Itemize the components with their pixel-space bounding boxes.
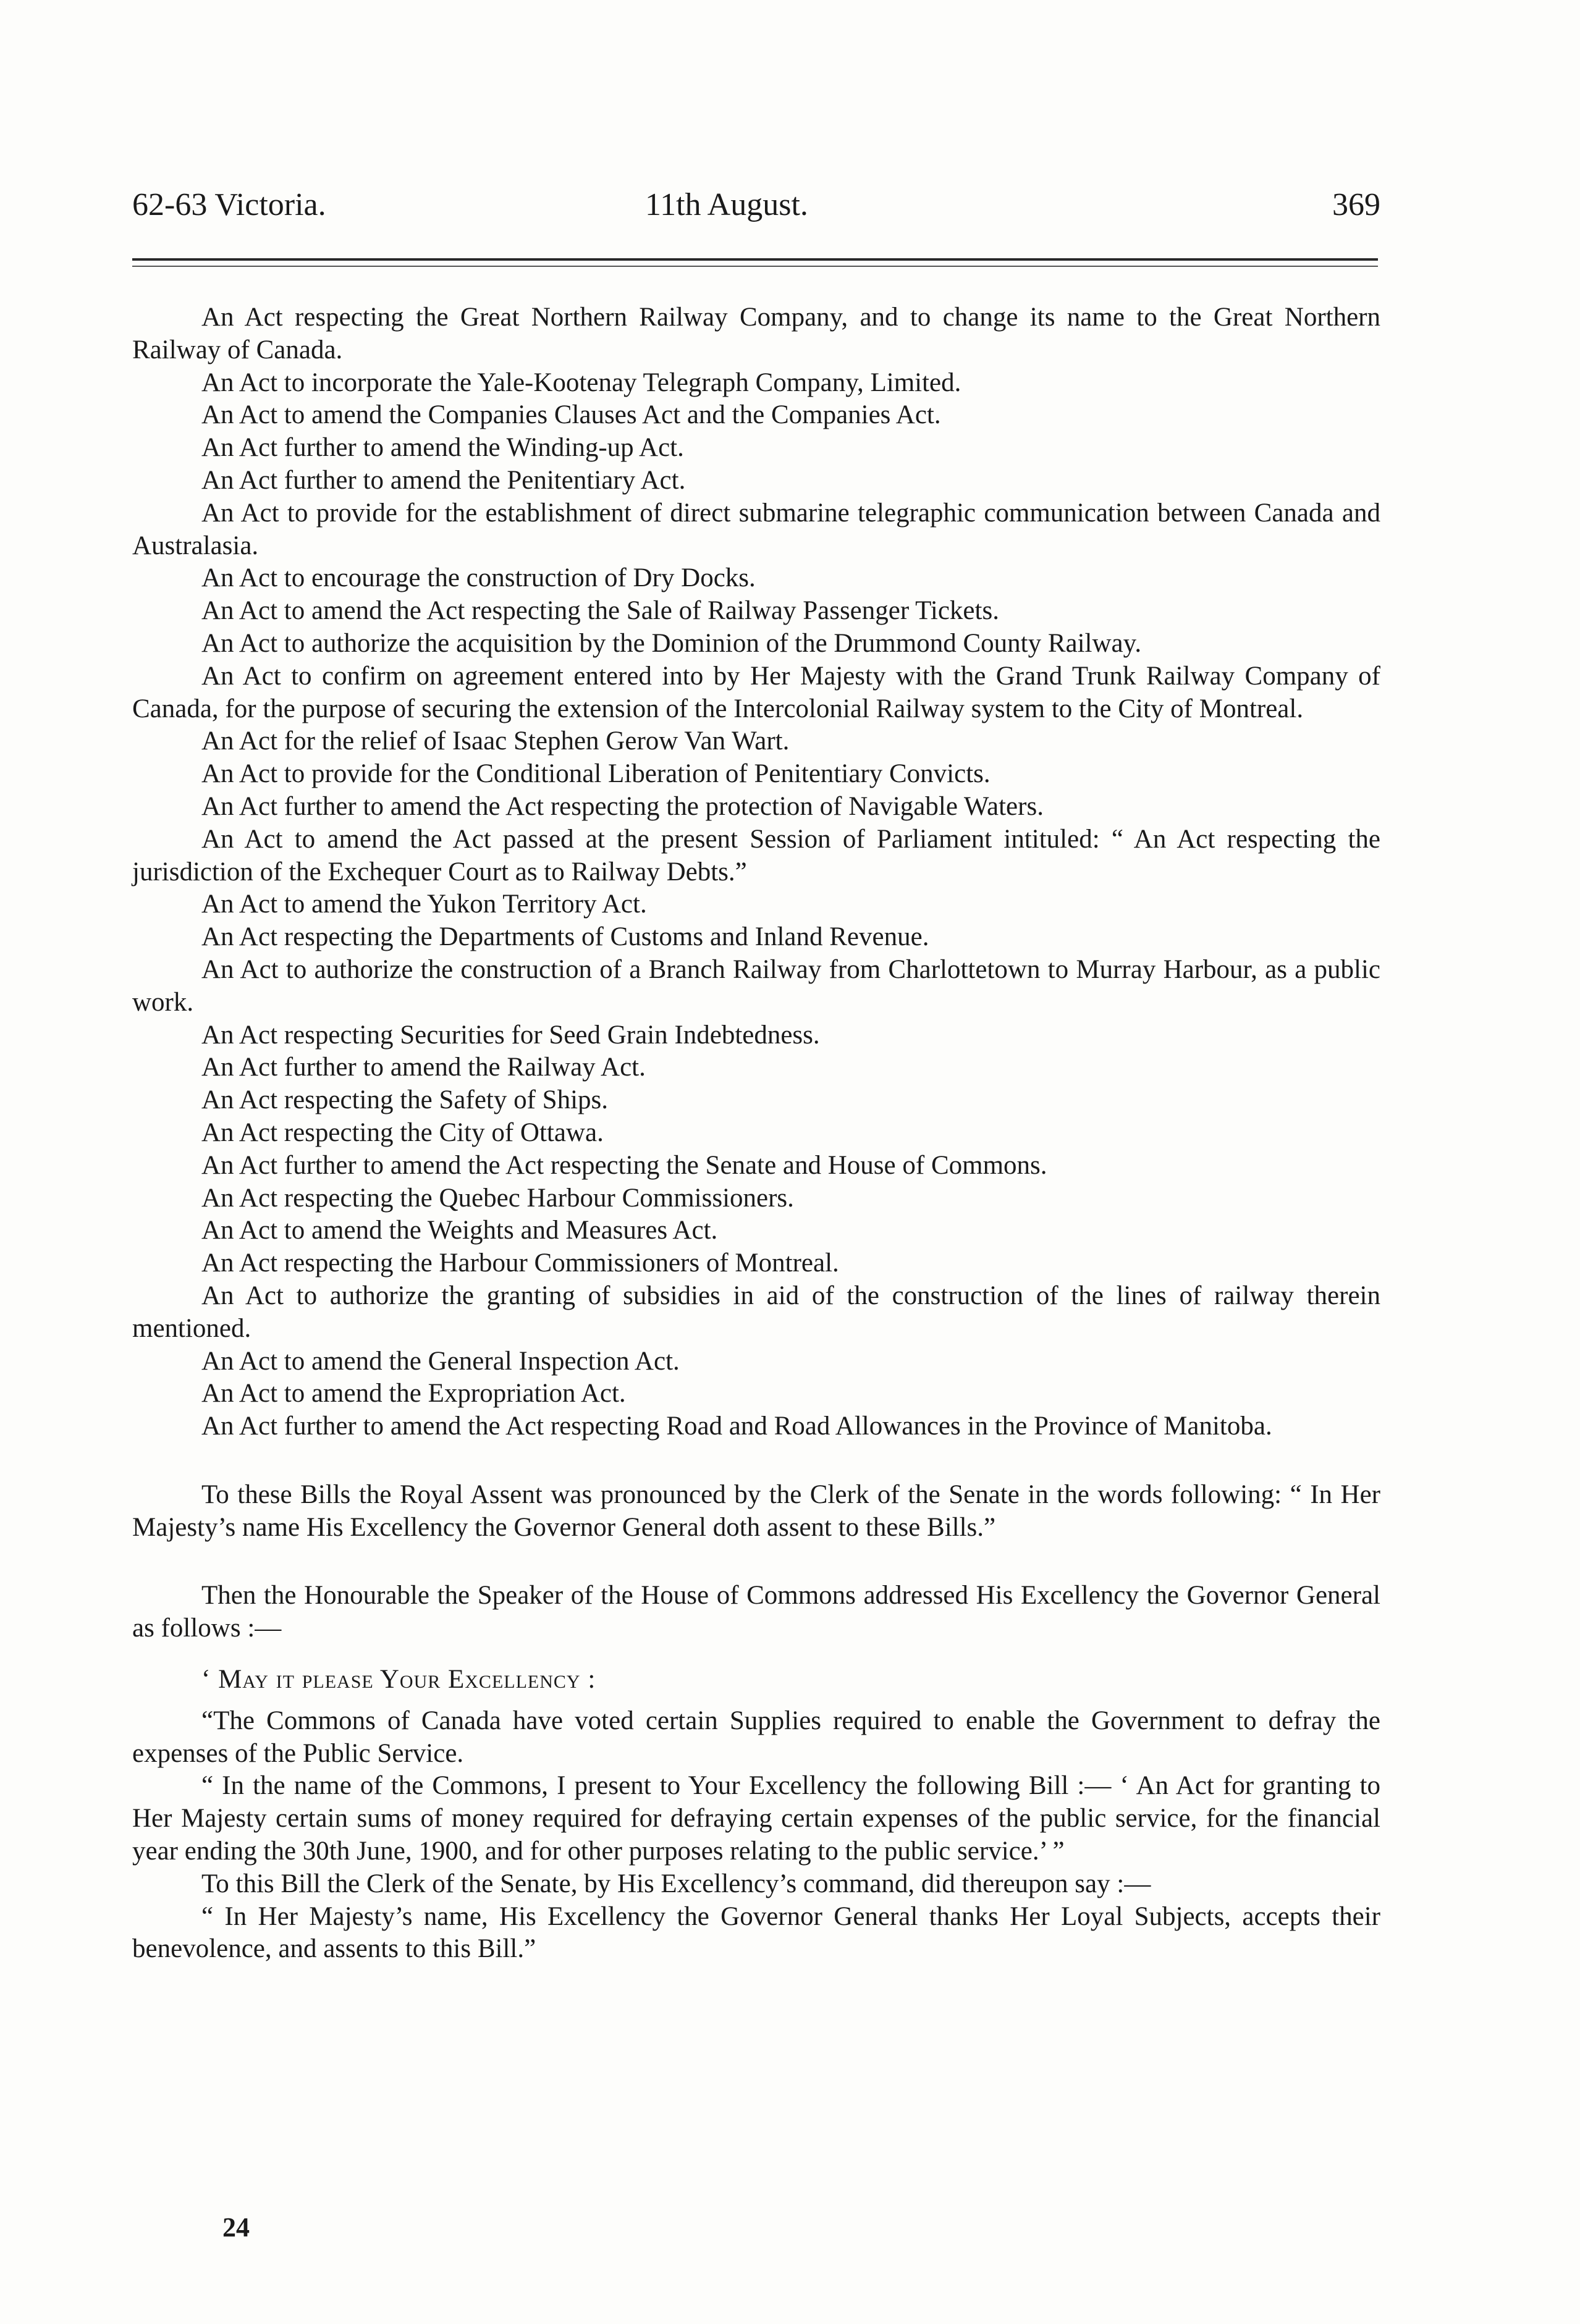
date-label: 11th August. <box>645 187 808 222</box>
act-item: An Act to amend the Expropriation Act. <box>201 1379 626 1408</box>
header-rule <box>132 258 1378 261</box>
address-paragraph: “The Commons of Canada have voted certain Supplies required to enable the Government to defray the expenses of the Public Service. <box>132 1706 1380 1768</box>
act-item: An Act respecting the Harbour Commissioners of Montreal. <box>201 1248 839 1278</box>
act-item: An Act to authorize the acquisition by the Dominion of the Drummond County Railway. <box>201 628 1142 658</box>
speaker-intro-paragraph: Then the Honourable the Speaker of the House of Commons addressed His Excellency the Governor General as follows :— <box>132 1581 1380 1643</box>
act-item: An Act to incorporate the Yale-Kootenay Telegraph Company, Limited. <box>201 368 961 397</box>
act-item: An Act further to amend the Act respecting Road and Road Allowances in the Province of Manitoba. <box>201 1412 1272 1441</box>
act-item: An Act further to amend the Penitentiary Act. <box>201 465 686 495</box>
act-item: An Act respecting the Quebec Harbour Commissioners. <box>201 1183 794 1213</box>
act-item: An Act to amend the Yukon Territory Act. <box>201 890 647 919</box>
address-paragraph: “ In Her Majesty’s name, His Excellency the Governor General thanks Her Loyal Subjects, accepts their benevolence, and assents to this Bill.” <box>132 1901 1380 1964</box>
act-item: An Act to provide for the Conditional Liberation of Penitentiary Convicts. <box>201 759 991 789</box>
act-item: An Act further to amend the Act respecting the Senate and House of Commons. <box>201 1150 1047 1180</box>
act-item: An Act to confirm on agreement entered into by Her Majesty with the Grand Trunk Railway Company of Canada, for the purpose of securing the extension of the Intercolonial Railway system to the City of Montreal. <box>132 661 1380 723</box>
act-item: An Act to provide for the establishment of direct submarine telegraphic communication between Canada and Australasia. <box>132 498 1380 560</box>
act-item: An Act respecting the Safety of Ships. <box>201 1085 609 1115</box>
act-item: An Act respecting the City of Ottawa. <box>201 1118 604 1147</box>
act-list <box>132 301 1380 1443</box>
act-item: An Act further to amend the Railway Act. <box>201 1053 646 1082</box>
act-item: An Act for the relief of Isaac Stephen Gerow Van Wart. <box>201 726 790 756</box>
act-item: An Act to amend the Companies Clauses Act and the Companies Act. <box>201 400 941 430</box>
spacer <box>132 1443 1380 1479</box>
spacer <box>132 1544 1380 1580</box>
page-header <box>132 180 1380 230</box>
address-paragraph: “ In the name of the Commons, I present to Your Excellency the following Bill :— ‘ An Act for granting to Her Majesty certain sums of money required for defraying certain expenses of the public service, for the financial year ending the 30th June, 1900, and for other purposes relating to the public service.’ ” <box>132 1771 1380 1866</box>
royal-assent-paragraph: To these Bills the Royal Assent was pronounced by the Clerk of the Senate in the words following: “ In Her Majesty’s name His Excellency the Governor General doth assent to these Bills.” <box>132 1480 1380 1542</box>
act-item: An Act to authorize the construction of a Branch Railway from Charlottetown to Murray Harbour, as a public work. <box>132 954 1380 1017</box>
act-item: An Act to encourage the construction of Dry Docks. <box>201 563 756 593</box>
act-item: An Act respecting the Great Northern Railway Company, and to change its name to the Great Northern Railway of Canada. <box>132 303 1380 364</box>
signature-mark: 24 <box>222 2212 250 2242</box>
body-text <box>132 301 1380 1966</box>
act-item: An Act to amend the Weights and Measures Act. <box>201 1216 718 1245</box>
act-item: An Act further to amend the Winding-up Act. <box>201 433 684 463</box>
page-number: 369 <box>1332 187 1380 222</box>
header-rule-thin <box>132 266 1378 267</box>
act-item: An Act to amend the Act respecting the Sale of Railway Passenger Tickets. <box>201 596 999 626</box>
act-item: An Act respecting Securities for Seed Grain Indebtedness. <box>201 1020 820 1050</box>
spacer <box>132 1696 1380 1705</box>
session-label: 62-63 Victoria. <box>132 187 326 222</box>
act-item: An Act further to amend the Act respecting the protection of Navigable Waters. <box>201 791 1044 821</box>
address-paragraph: To this Bill the Clerk of the Senate, by His Excellency’s command, did thereupon say :— <box>201 1869 1151 1898</box>
act-item: An Act to amend the General Inspection Act. <box>201 1346 680 1376</box>
act-item: An Act to amend the Act passed at the present Session of Parliament intituled: “ An Act respecting the jurisdiction of the Exchequer Court as to Railway Debts.” <box>132 824 1380 886</box>
address-heading: ‘ May it please Your Excellency : <box>201 1665 596 1695</box>
act-item: An Act respecting the Departments of Customs and Inland Revenue. <box>201 922 929 952</box>
act-item: An Act to authorize the granting of subsidies in aid of the construction of the lines of railway therein mentioned. <box>132 1281 1380 1343</box>
spacer <box>132 1645 1380 1664</box>
